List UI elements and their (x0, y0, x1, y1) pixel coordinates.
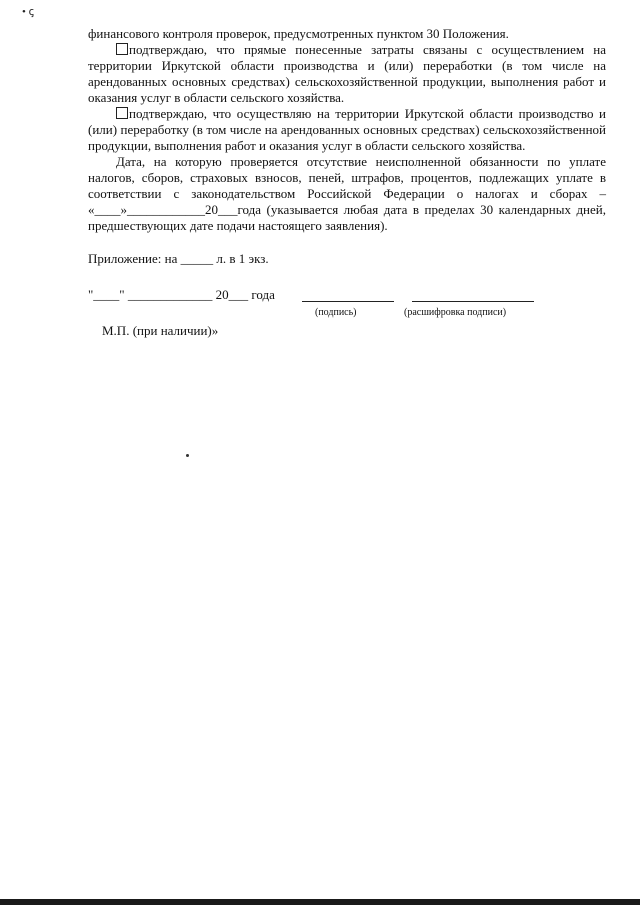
stamp-note: М.П. (при наличии)» (102, 323, 219, 338)
signature-date: "____" _____________ 20___ года (88, 287, 275, 302)
signature-caption: (подпись) (315, 307, 357, 318)
paragraph-date: Дата, на которую проверяется отсутствие неисполненной обязанности по уплате налогов, сборов, страховых взносов, пеней, штрафов, процентов, подлежащих уплате в соответствии с законодательством Российской Федерации о налогах и сборах – «____»____________20___года (указывается любая дата в пределах 30 календарных дней, предшествующих дате подачи настоящего заявления). (88, 154, 606, 233)
paragraph-production (88, 106, 606, 154)
paragraph-costs (88, 42, 606, 106)
document-body (88, 26, 606, 234)
costs-checkbox[interactable] (116, 43, 128, 55)
costs-text: подтверждаю, что прямые понесенные затраты связаны с осуществлением на территории Иркутской области производства и (или) переработки (в том числе на арендованных основных средствах) сельскохозяйственной продукции, выполнения работ и оказания услуг в области сельского хозяйства. (88, 42, 606, 105)
paragraph-control: финансового контроля проверок, предусмотренных пунктом 30 Положения. (88, 26, 509, 41)
corner-mark: • ꞔ (22, 6, 34, 18)
scan-bottom-edge (0, 899, 640, 905)
production-text: подтверждаю, что осуществляю на территории Иркутской области производство и (или) переработку (в том числе на арендованных основных средствах) сельскохозяйственной продукции, выполнения работ и оказания услуг в области сельского хозяйства. (88, 106, 606, 153)
attachment-line: Приложение: на _____ л. в 1 экз. (88, 251, 269, 266)
signature-line (302, 301, 394, 302)
decode-line (412, 301, 534, 302)
decode-caption: (расшифровка подписи) (404, 307, 507, 318)
scan-speck (186, 454, 189, 457)
production-checkbox[interactable] (116, 107, 128, 119)
